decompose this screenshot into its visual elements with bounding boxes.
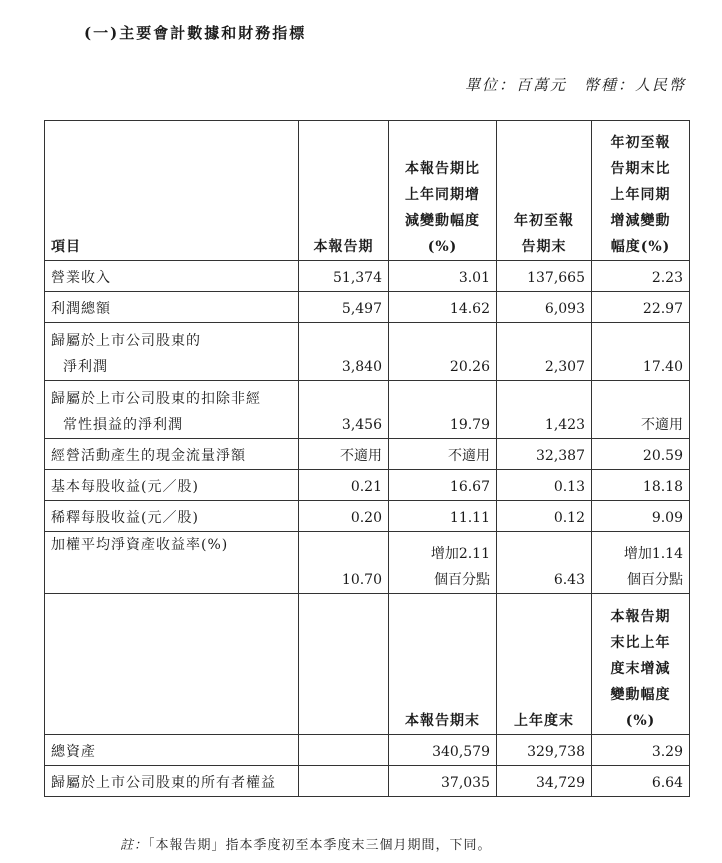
footnote-text: 「本報告期」指本季度初至本季度末三個月期間，下同。 — [148, 838, 492, 853]
cell-period-end: 340,579 — [389, 735, 497, 766]
table-row — [45, 501, 690, 532]
row-label-line: 營業收入 — [51, 270, 111, 286]
header-item: 項目 — [45, 121, 299, 261]
cell-ytd-change: 2.23 — [592, 261, 690, 292]
subheader-empty-cell — [45, 594, 299, 735]
cell-yoy: 16.67 — [389, 470, 497, 501]
table-row — [45, 439, 690, 470]
cell-change: 3.29 — [592, 735, 690, 766]
row-label-line: 淨利潤 — [63, 359, 108, 375]
row-label-line: 歸屬於上市公司股東的 — [51, 333, 201, 349]
financial-data-table — [44, 120, 690, 797]
table-header-row — [45, 121, 690, 261]
row-label — [45, 323, 299, 381]
header-text-line: 年初至報 — [514, 213, 574, 229]
header-text-line: 本報告期比 — [405, 161, 480, 177]
cell-ytd-change: 不適用 — [592, 381, 690, 439]
header-text-line: (%) — [625, 713, 656, 729]
table-row — [45, 381, 690, 439]
table-row — [45, 470, 690, 501]
row-label-line: 總資產 — [51, 744, 96, 760]
cell-ytd: 2,307 — [497, 323, 592, 381]
cell-yoy: 不適用 — [389, 439, 497, 470]
cell-ytd: 6,093 — [497, 292, 592, 323]
header-text-line: 告期末比 — [610, 161, 671, 177]
cell-ytd: 0.12 — [497, 501, 592, 532]
cell-ytd-change: 18.18 — [592, 470, 690, 501]
header-prior-year-end: 上年度末 — [497, 594, 592, 735]
cell-ytd: 32,387 — [497, 439, 592, 470]
header-text-line: 本報告期 — [610, 609, 671, 625]
cell-yoy: 3.01 — [389, 261, 497, 292]
cell-current: 0.21 — [299, 470, 389, 501]
row-label-line: 常性損益的淨利潤 — [63, 417, 183, 433]
cell-text-line: 增加1.14 — [623, 546, 683, 562]
header-ytd — [497, 121, 592, 261]
cell-period-end: 37,035 — [389, 766, 497, 797]
row-label-line: 歸屬於上市公司股東的扣除非經 — [51, 391, 261, 407]
header-ytd-change — [592, 121, 690, 261]
unit-label: 單位：百萬元 幣種：人民幣 — [464, 76, 686, 94]
section-heading: (一)主要會計數據和財務指標 — [84, 24, 307, 42]
header-text-line: 年初至報 — [610, 135, 671, 151]
footnote-mark: 註： — [120, 838, 149, 853]
cell-text-line: 個百分點 — [627, 572, 683, 588]
table-subheader-row — [45, 594, 690, 735]
row-label — [45, 292, 299, 323]
row-label-line: 利潤總額 — [51, 301, 111, 317]
row-label — [45, 735, 299, 766]
cell-yoy: 19.79 — [389, 381, 497, 439]
cell-ytd-change: 22.97 — [592, 292, 690, 323]
row-label — [45, 470, 299, 501]
row-label-line: 加權平均淨資產收益率(%) — [51, 537, 229, 553]
header-text-line: 上年同期 — [610, 187, 671, 203]
cell-current: 不適用 — [299, 439, 389, 470]
header-text-line: 度末增減 — [610, 661, 671, 677]
row-label — [45, 532, 299, 594]
header-text-line: 增減變動 — [610, 213, 671, 229]
row-label — [45, 381, 299, 439]
empty-cell — [299, 766, 389, 797]
header-text-line: 告期末 — [521, 239, 567, 255]
header-text-line: 幅度(%) — [610, 239, 671, 255]
row-label-line: 基本每股收益(元／股) — [51, 479, 199, 495]
subheader-empty-cell — [299, 594, 389, 735]
cell-ytd: 6.43 — [497, 532, 592, 594]
cell-ytd-change: 20.59 — [592, 439, 690, 470]
cell-current: 10.70 — [299, 532, 389, 594]
header-text-line: (%) — [427, 239, 458, 255]
cell-yoy: 20.26 — [389, 323, 497, 381]
cell-prior-year-end: 329,738 — [497, 735, 592, 766]
header-current-period: 本報告期 — [299, 121, 389, 261]
header-period-end: 本報告期末 — [389, 594, 497, 735]
cell-ytd-change: 17.40 — [592, 323, 690, 381]
footnote — [120, 834, 492, 853]
cell-prior-year-end: 34,729 — [497, 766, 592, 797]
cell-text-line: 增加2.11 — [430, 546, 490, 562]
cell-ytd: 1,423 — [497, 381, 592, 439]
cell-yoy: 11.11 — [389, 501, 497, 532]
cell-change: 6.64 — [592, 766, 690, 797]
header-change — [592, 594, 690, 735]
header-text-line: 上年同期增 — [405, 187, 480, 203]
header-text-line: 減變動幅度 — [405, 213, 480, 229]
header-yoy-change — [389, 121, 497, 261]
table-row — [45, 292, 690, 323]
table-row — [45, 323, 690, 381]
header-text-line: 末比上年 — [610, 635, 671, 651]
row-label-line: 經營活動產生的現金流量淨額 — [51, 448, 246, 464]
cell-current: 51,374 — [299, 261, 389, 292]
table-row — [45, 261, 690, 292]
row-label — [45, 439, 299, 470]
row-label — [45, 501, 299, 532]
header-text-line: 變動幅度 — [610, 687, 671, 703]
cell-current: 3,456 — [299, 381, 389, 439]
cell-yoy: 14.62 — [389, 292, 497, 323]
cell-current: 3,840 — [299, 323, 389, 381]
cell-current: 0.20 — [299, 501, 389, 532]
cell-current: 5,497 — [299, 292, 389, 323]
row-label-line: 歸屬於上市公司股東的所有者權益 — [51, 775, 276, 791]
cell-ytd: 0.13 — [497, 470, 592, 501]
table-row — [45, 766, 690, 797]
empty-cell — [299, 735, 389, 766]
cell-yoy — [389, 532, 497, 594]
table-row — [45, 532, 690, 594]
cell-ytd-change — [592, 532, 690, 594]
row-label — [45, 766, 299, 797]
table-row — [45, 735, 690, 766]
cell-ytd: 137,665 — [497, 261, 592, 292]
cell-text-line: 個百分點 — [434, 572, 490, 588]
row-label-line: 稀釋每股收益(元／股) — [51, 510, 199, 526]
row-label — [45, 261, 299, 292]
cell-ytd-change: 9.09 — [592, 501, 690, 532]
